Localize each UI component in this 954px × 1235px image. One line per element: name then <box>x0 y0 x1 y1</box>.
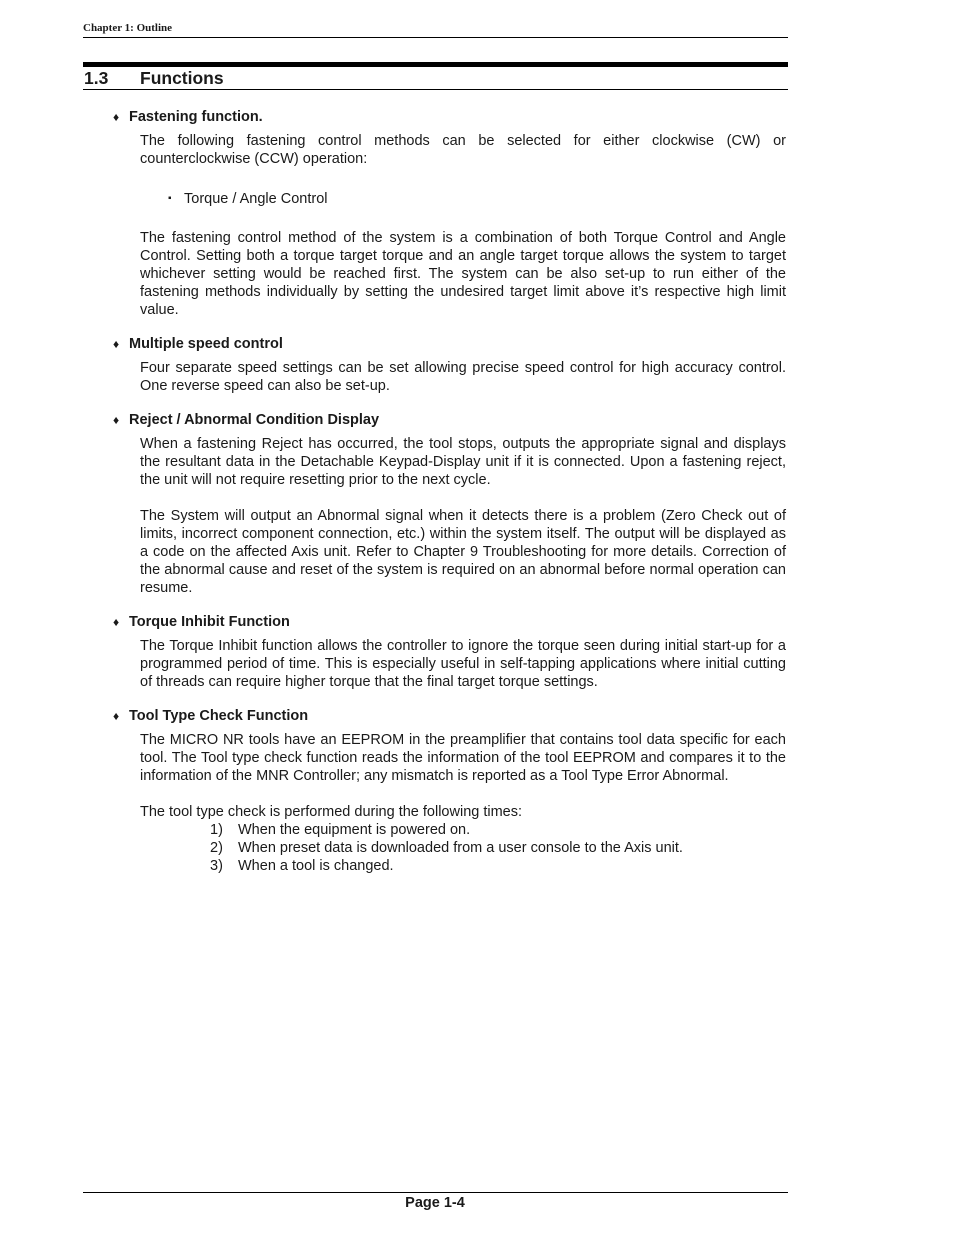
running-header: Chapter 1: Outline <box>83 22 173 34</box>
page-number: Page 1-4 <box>405 1195 465 1211</box>
sub-list-text: Torque / Angle Control <box>184 191 328 207</box>
paragraph: The fastening control method of the system is a combination of both Torque Control and Angle Control. Setting both a torque target torque and an angle target torque allows the system to target whichever setting would be reached first. The system can be also set-up to run either of the fastening methods individually by setting the undesired target limit above it’s respective high limit value. <box>140 230 786 318</box>
paragraph: The tool type check is performed during the following times: <box>140 804 523 820</box>
numbered-list <box>210 821 786 875</box>
list-item-text: When a tool is changed. <box>238 858 394 874</box>
function-item-tool-type-check <box>113 707 786 875</box>
item-body <box>140 731 786 875</box>
item-body <box>140 132 786 319</box>
item-title <box>113 707 786 725</box>
section-rule-thin <box>83 89 788 90</box>
page-content <box>113 108 786 891</box>
diamond-bullet-icon: ♦ <box>113 337 120 351</box>
item-title <box>113 411 786 429</box>
item-title-text: Torque Inhibit Function <box>129 614 290 630</box>
sub-list <box>168 190 786 208</box>
section-title: Functions <box>140 68 224 88</box>
sub-list-item <box>168 190 786 208</box>
section-heading <box>84 68 224 89</box>
item-body <box>140 435 786 597</box>
paragraph: Four separate speed settings can be set allowing precise speed control for high accuracy control. One reverse speed can also be set-up. <box>140 360 786 394</box>
function-item-torque-inhibit <box>113 613 786 691</box>
header-rule <box>83 37 788 38</box>
item-body <box>140 359 786 395</box>
function-item-reject <box>113 411 786 597</box>
list-item-text: When the equipment is powered on. <box>238 822 471 838</box>
diamond-bullet-icon: ♦ <box>113 615 120 629</box>
paragraph: When a fastening Reject has occurred, the tool stops, outputs the appropriate signal and displays the resultant data in the Detachable Keypad-Display unit if it is connected. Upon a fastening reject, the unit will not require resetting prior to the next cycle. <box>140 436 786 488</box>
item-title-text: Fastening function. <box>129 109 263 125</box>
paragraph: The Torque Inhibit function allows the controller to ignore the torque seen during initial start-up for a programmed period of time. This is especially useful in self-tapping applications where initial cutting of threads can require higher torque that the final target torque settings. <box>140 638 786 690</box>
paragraph: The MICRO NR tools have an EEPROM in the preamplifier that contains tool data specific for each tool. The Tool type check function reads the information of the tool EEPROM and compares it to the information of the MNR Controller; any mismatch is reported as a Tool Type Error Abnormal. <box>140 732 786 784</box>
section-number: 1.3 <box>84 68 109 88</box>
numbered-list-item <box>210 857 786 875</box>
numbered-list-item <box>210 839 786 857</box>
item-title-text: Reject / Abnormal Condition Display <box>129 412 380 428</box>
paragraph: The System will output an Abnormal signal when it detects there is a problem (Zero Check out of limits, incorrect component connection, etc.) within the system itself. The output will be displayed as a code on the affected Axis unit. Refer to Chapter 9 Troubleshooting for more details. Correction of the abnormal cause and reset of the system is required on an abnormal before normal operation can resume. <box>140 508 786 596</box>
item-title <box>113 108 786 126</box>
square-bullet-icon: ▪ <box>168 193 172 204</box>
item-title-text: Multiple speed control <box>129 336 283 352</box>
list-item-text: When preset data is downloaded from a user console to the Axis unit. <box>238 840 683 856</box>
diamond-bullet-icon: ♦ <box>113 709 120 723</box>
section-rule-thick <box>83 62 788 67</box>
list-number: 2) <box>210 840 223 856</box>
item-title-text: Tool Type Check Function <box>129 708 309 724</box>
item-title <box>113 613 786 631</box>
list-number: 3) <box>210 858 223 874</box>
diamond-bullet-icon: ♦ <box>113 110 120 124</box>
footer-rule <box>83 1192 788 1193</box>
function-item-fastening <box>113 108 786 319</box>
list-number: 1) <box>210 822 223 838</box>
item-body <box>140 637 786 691</box>
function-item-speed <box>113 335 786 395</box>
numbered-list-item <box>210 821 786 839</box>
diamond-bullet-icon: ♦ <box>113 413 120 427</box>
item-title <box>113 335 786 353</box>
paragraph: The following fastening control methods can be selected for either clockwise (CW) or counterclockwise (CCW) operation: <box>140 133 786 167</box>
